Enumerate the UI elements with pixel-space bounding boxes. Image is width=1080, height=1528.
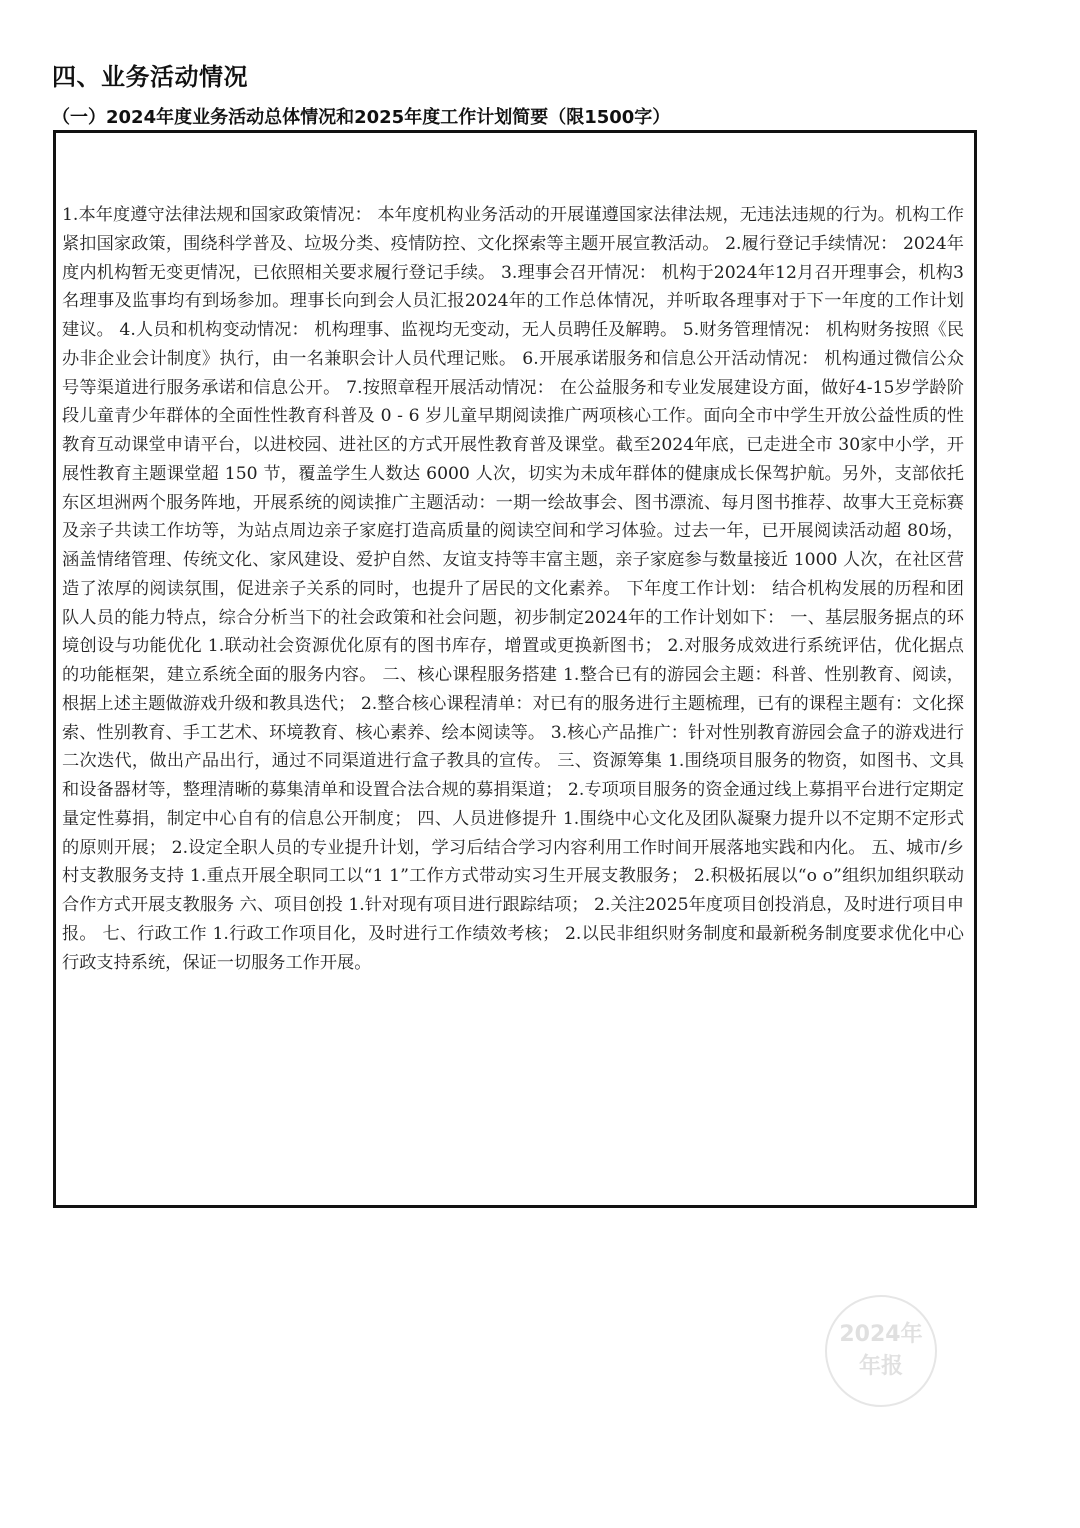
annual-report-watermark [825, 1295, 937, 1407]
activity-summary-box [53, 130, 977, 1208]
subsection-title: （一）2024年度业务活动总体情况和2025年度工作计划简要（限1500字） [52, 107, 671, 128]
watermark-line-1: 2024年 [839, 1322, 923, 1347]
activity-summary-text: 1.本年度遵守法律法规和国家政策情况： 本年度机构业务活动的开展谨遵国家法律法规，无违法违规的行为。机构工作紧扣国家政策，围绕科学普及、垃圾分类、疫情防控、文化探索等主题开展宣教活动。 2.履行登记手续情况： 2024年度内机构暂无变更情况，已依照相关要求履行登记手续。 3.理事会召开情况： 机构于2024年12月召开理事会，机构3名理事及监事均有到场参加。理事长向到会人员汇报2024年的工作总体情况，并听取各理事对于下一年度的工作计划建议。 4.人员和机构变动情况： 机构理事、监视均无变动，无人员聘任及解聘。 5.财务管理情况： 机构财务按照《民办非企业会计制度》执行，由一名兼职会计人员代理记账。 6.开展承诺服务和信息公开活动情况： 机构通过微信公众号等渠道进行服务承诺和信息公开。 7.按照章程开展活动情况： 在公益服务和专业发展建设方面，做好4-15岁学龄阶段儿童青少年群体的全面性性教育科普及 0 - 6 岁儿童早期阅读推广两项核心工作。面向全市中学生开放公益性质的性教育互动课堂申请平台，以进校园、进社区的方式开展性教育普及课堂。截至2024年底，已走进全市 30家中小学，开展性教育主题课堂超 150 节，覆盖学生人数达 6000 人次，切实为未成年群体的健康成长保驾护航。另外，支部依托东区坦洲两个服务阵地，开展系统的阅读推广主题活动：一期一绘故事会、图书漂流、每月图书推荐、故事大王竞标赛及亲子共读工作坊等，为站点周边亲子家庭打造高质量的阅读空间和学习体验。过去一年，已开展阅读活动超 80场，涵盖情绪管理、传统文化、家风建设、爱护自然、友谊支持等丰富主题，亲子家庭参与数量接近 1000 人次，在社区营造了浓厚的阅读氛围，促进亲子关系的同时，也提升了居民的文化素养。 下年度工作计划： 结合机构发展的历程和团队人员的能力特点，综合分析当下的社会政策和社会问题，初步制定2024年的工作计划如下： 一、基层服务据点的环境创设与功能优化 1.联动社会资源优化原有的图书库存，增置或更换新图书； 2.对服务成效进行系统评估，优化据点的功能框架，建立系统全面的服务内容。 二、核心课程服务搭建 1.整合已有的游园会主题：科普、性别教育、阅读，根据上述主题做游戏升级和教具迭代； 2.整合核心课程清单：对已有的服务进行主题梳理，已有的课程主题有：文化探索、性别教育、手工艺术、环境教育、核心素养、绘本阅读等。 3.核心产品推广：针对性别教育游园会盒子的游戏进行二次迭代，做出产品出行，通过不同渠道进行盒子教具的宣传。 三、资源筹集 1.围绕项目服务的物资，如图书、文具和设备器材等，整理清晰的募集清单和设置合法合规的募捐渠道； 2.专项项目服务的资金通过线上募捐平台进行定期定量定性募捐，制定中心自有的信息公开制度； 四、人员进修提升 1.围绕中心文化及团队凝聚力提升以不定期不定形式的原则开展； 2.设定全职人员的专业提升计划，学习后结合学习内容利用工作时间开展落地实践和内化。 五、城市/乡村支教服务支持 1.重点开展全职同工以“1 1”工作方式带动实习生开展支教服务； 2.积极拓展以“o o”组织加组织联动合作方式开展支教服务 六、项目创投 1.针对现有项目进行跟踪结项； 2.关注2025年度项目创投消息，及时进行项目申报。 七、行政工作 1.行政工作项目化，及时进行工作绩效考核； 2.以民非组织财务制度和最新税务制度要求优化中心行政支持系统，保证一切服务工作开展。 [62, 205, 964, 973]
watermark-line-2: 年报 [858, 1354, 903, 1379]
section-title: 四、业务活动情况 [52, 63, 248, 91]
